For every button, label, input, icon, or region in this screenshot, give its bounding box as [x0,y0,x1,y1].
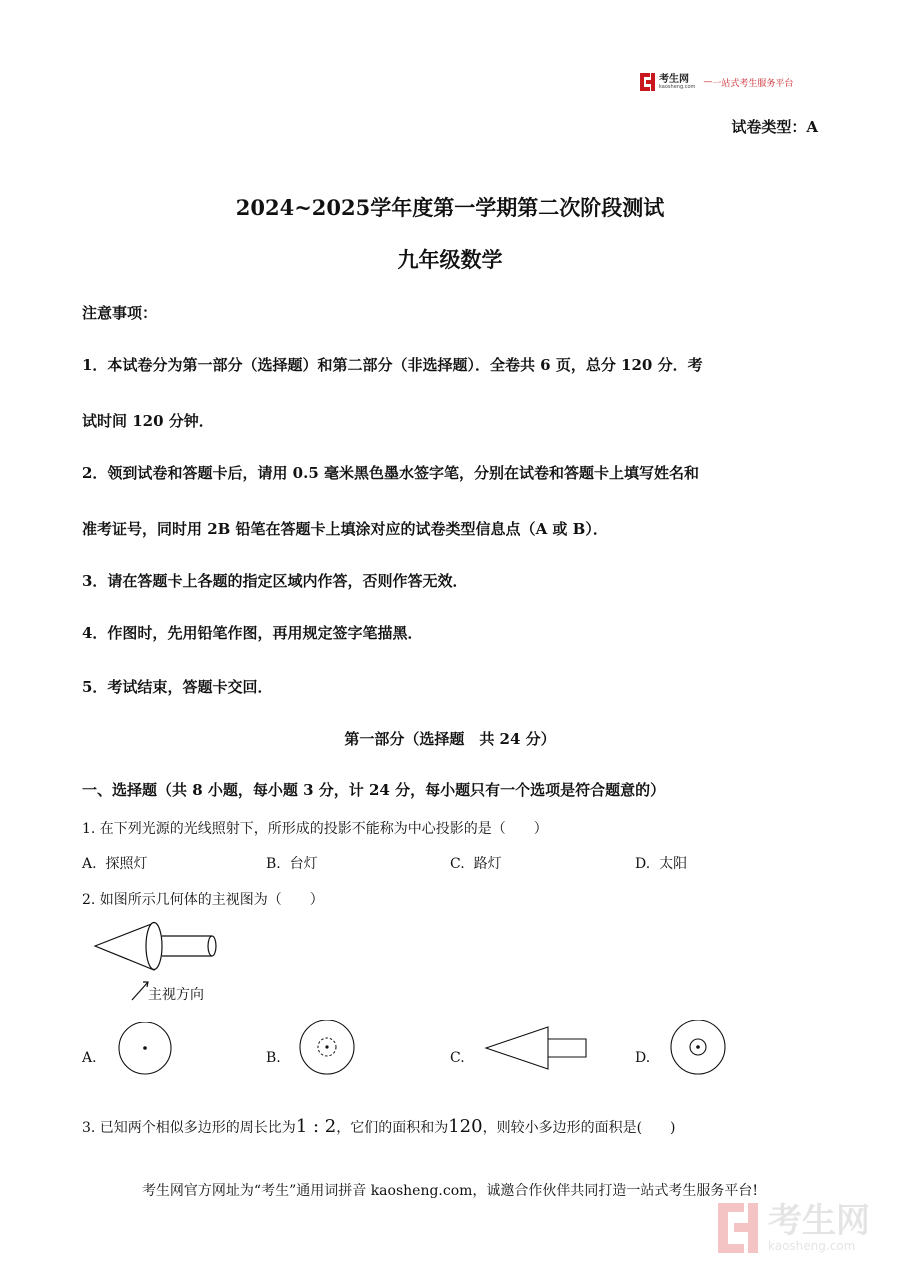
q2-option-c-label: C. [450,1050,465,1066]
note-line: 2．领到试卷和答题卡后，请用 0.5 毫米黑色墨水签字笔，分别在试卷和答题卡上填写姓名和 [82,464,699,482]
exam-subtitle: 九年级数学 [397,247,503,272]
cone-outline [95,923,154,970]
site-logo: 考生网 kaosheng.com — 一站式考生服务平台 [640,72,793,92]
ratio-value: 1 : 2 [295,1116,337,1137]
view-direction-label: 主视方向 [148,987,204,1003]
note-line: 5．考试结束，答题卡交回． [82,678,273,696]
watermark-cn: 考生网 [768,1201,870,1241]
paper-type-label: 试卷类型：A [731,118,818,136]
question-3-stem: 3. 已知两个相似多边形的周长比为1 : 2，它们的面积和为120，则较小多边形的面积是( ) [82,1116,676,1137]
exam-title: 2024~2025学年度第一学期第二次阶段测试 [235,195,665,220]
logo-slogan: 一站式考生服务平台 [712,78,794,89]
q1-option-a: A. 探照灯 [82,856,148,872]
q1-option-c: C. 路灯 [450,856,502,872]
note-line: 准考证号，同时用 2B 铅笔在答题卡上填涂对应的试卷类型信息点（A 或 B）． [82,520,608,538]
note-line: 4．作图时，先用铅笔作图，再用规定签字笔描黑． [82,624,423,642]
q2-option-d-label: D. [635,1050,651,1066]
q2-option-a-figure [115,1022,177,1078]
cylinder-end [208,936,216,956]
note-line: 试时间 120 分钟． [82,412,214,430]
logo-en-text: kaosheng.com [659,83,696,90]
cylinder-sides [162,936,212,956]
logo-icon [640,73,656,91]
q2-option-b-figure [298,1020,358,1076]
view-direction-arrow [132,982,148,1000]
q1-option-d: D. 太阳 [635,856,688,872]
watermark-en: kaosheng.com [768,1239,856,1253]
q2-option-c-figure [484,1024,590,1072]
footer-text: 考生网官方网址为“考生”通用词拼音 kaosheng.com，诚邀合作伙伴共同打造一站式考生服务平台! [141,1183,759,1199]
note-line: 1．本试卷分为第一部分（选择题）和第二部分（非选择题）．全卷共 6 页，总分 120 分．考 [82,356,703,374]
part1-title: 第一部分（选择题 共 24 分） [344,730,556,748]
q2-option-b-label: B. [266,1050,281,1066]
watermark [718,1203,870,1253]
question-1-stem: 1. 在下列光源的光线照射下，所形成的投影不能称为中心投影的是（ ） [82,821,548,837]
watermark-logo-icon [718,1203,762,1253]
area-sum-value: 120 [448,1116,483,1137]
notes-heading: 注意事项： [82,304,158,322]
cone-base [146,923,162,970]
q2-option-d-figure [670,1020,730,1076]
logo-cn-text: 考生网 [659,73,689,85]
note-line: 3．请在答题卡上各题的指定区域内作答，否则作答无效． [82,572,468,590]
section-heading: 一、选择题（共 8 小题，每小题 3 分，计 24 分，每小题只有一个选项是符合题意的） [82,781,666,799]
question-2-stem: 2. 如图所示几何体的主视图为（ ） [82,892,324,908]
q1-option-b: B. 台灯 [266,856,318,872]
q2-option-a-label: A. [82,1050,97,1066]
